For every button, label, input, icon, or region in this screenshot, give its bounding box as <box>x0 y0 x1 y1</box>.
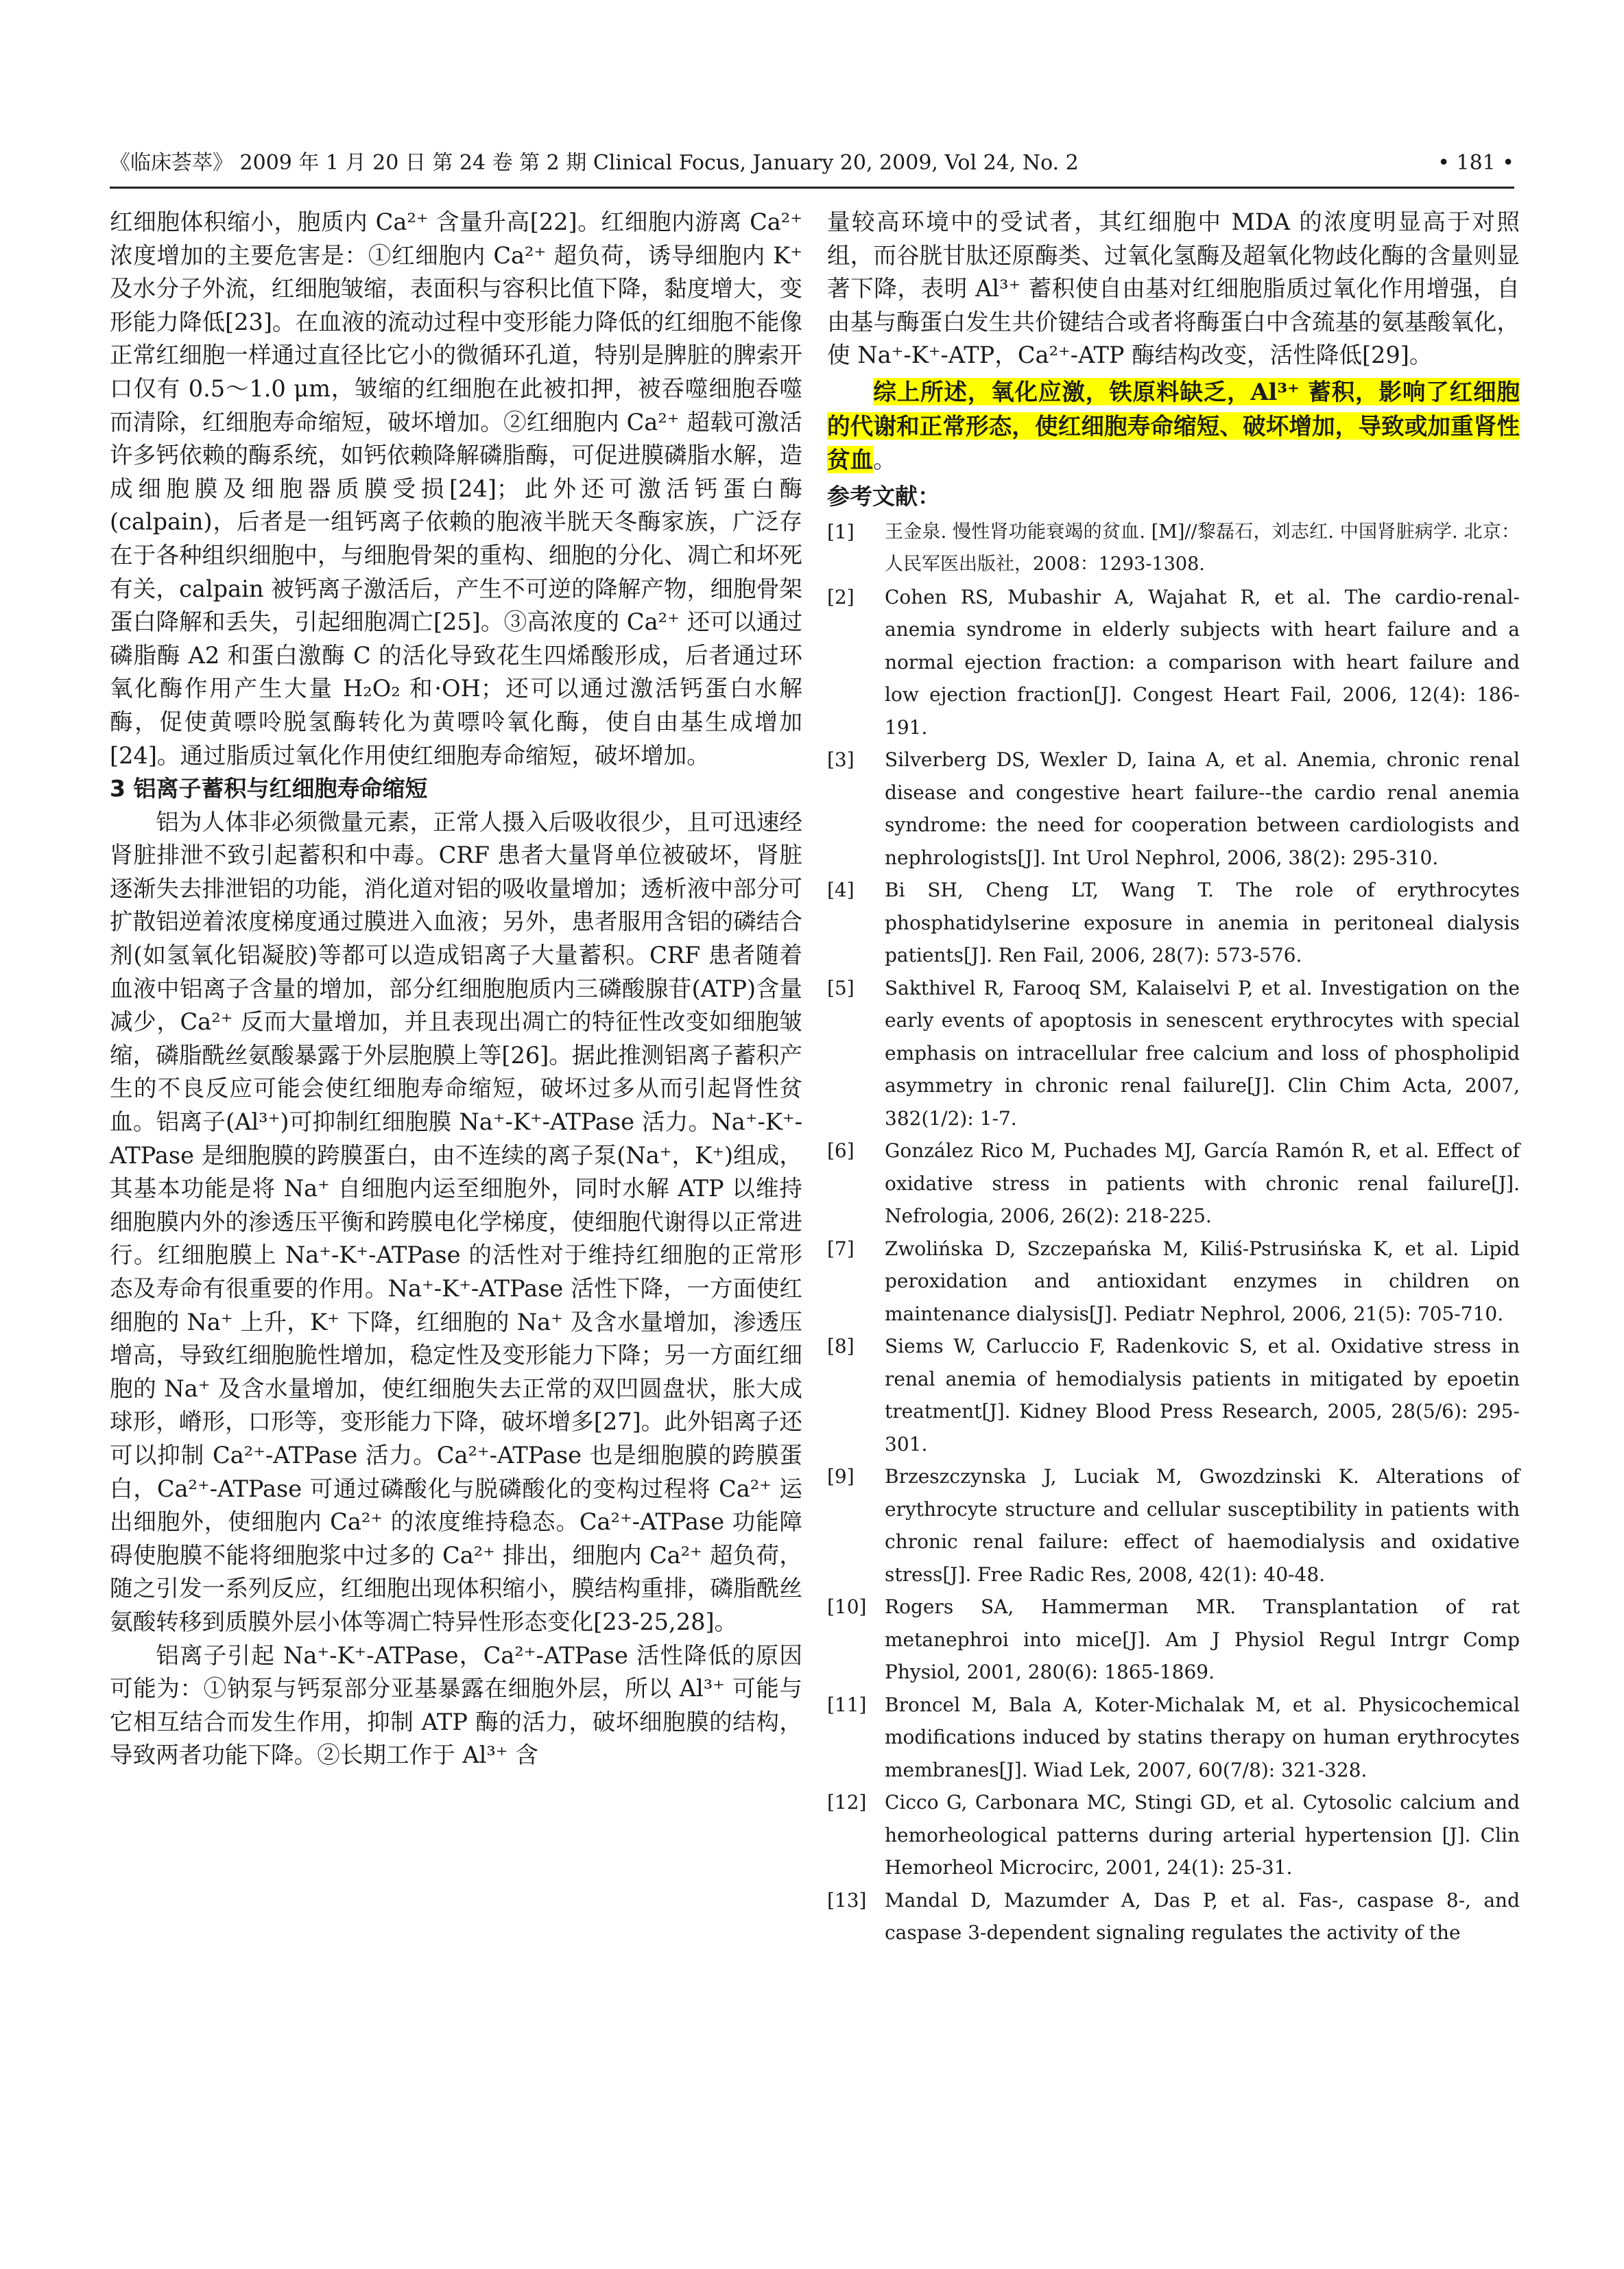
reference-item <box>827 1689 1520 1787</box>
reference-number: [12] <box>827 1791 867 1814</box>
reference-text: Siems W, Carluccio F, Radenkovic S, et al. Oxidative stress in renal anemia of hemodialysis patients in mitigated by epoetin treatment[J]. Kidney Blood Press Research, 2005, 28(5/6): 295-301. <box>885 1335 1520 1456</box>
reference-item <box>827 1884 1520 1949</box>
reference-number: [4] <box>827 879 855 902</box>
reference-text: Zwolińska D, Szczepańska M, Kiliś-Pstrusińska K, et al. Lipid peroxidation and antioxidant enzymes in children on maintenance dialysis[J]. Pediatr Nephrol, 2006, 21(5): 705-710. <box>885 1237 1520 1325</box>
conclusion-period: 。 <box>873 447 896 474</box>
reference-text: González Rico M, Puchades MJ, García Ramón R, et al. Effect of oxidative stress in patients with chronic renal failure[J]. Nefrologia, 2006, 26(2): 218-225. <box>885 1139 1520 1228</box>
reference-number: [11] <box>827 1693 867 1716</box>
reference-text: Silverberg DS, Wexler D, Iaina A, et al. Anemia, chronic renal disease and congestive heart failure--the cardio renal anemia syndrome: the need for cooperation between cardiologists and nephrologists[J]. Int Urol Nephrol, 2006, 38(2): 295-310. <box>885 748 1520 869</box>
running-header <box>110 143 1514 184</box>
reference-list <box>827 516 1520 1949</box>
page-number: • 181 • <box>1437 151 1514 175</box>
reference-number: [10] <box>827 1595 867 1619</box>
reference-text: 王金泉. 慢性肾功能衰竭的贫血. [M]//黎磊石，刘志红. 中国肾脏病学. 北京：人民军医出版社，2008：1293-1308. <box>885 521 1520 575</box>
reference-item <box>827 1134 1520 1233</box>
reference-item <box>827 581 1520 744</box>
body-paragraph: 量较高环境中的受试者，其红细胞中 MDA 的浓度明显高于对照组，而谷胱甘肽还原酶类、过氧化氢酶及超氧化物歧化酶的含量则显著下降，表明 Al³⁺ 蓄积使自由基对红细胞脂质过氧化作用增强，自由基与酶蛋白发生共价键结合或者将酶蛋白中含巯基的氨基酸氧化，使 Na⁺-K⁺-ATP，Ca²⁺-ATP 酶结构改变，活性降低[29]。 <box>827 209 1520 369</box>
running-header-title: 《临床荟萃》 2009 年 1 月 20 日 第 24 卷 第 2 期 Clinical Focus, January 20, 2009, Vol 24, No. 2 <box>110 151 1079 175</box>
reference-item <box>827 1591 1520 1689</box>
reference-item <box>827 1233 1520 1331</box>
reference-number: [6] <box>827 1139 855 1163</box>
right-column <box>827 206 1520 1949</box>
reference-text: Broncel M, Bala A, Koter-Michalak M, et al. Physicochemical modifications induced by statins therapy on human erythrocytes membranes[J]. Wiad Lek, 2007, 60(7/8): 321-328. <box>885 1693 1520 1781</box>
reference-number: [8] <box>827 1335 855 1358</box>
reference-item <box>827 744 1520 874</box>
reference-number: [7] <box>827 1237 855 1260</box>
section-heading: 3 铝离子蓄积与红细胞寿命缩短 <box>110 775 428 803</box>
reference-text: Rogers SA, Hammerman MR. Transplantation of rat metanephroi into mice[J]. Am J Physiol Regul Intrgr Comp Physiol, 2001, 280(6): 1865-1869. <box>885 1595 1520 1684</box>
reference-text: Cicco G, Carbonara MC, Stingi GD, et al. Cytosolic calcium and hemorheological patterns during arterial hypertension [J]. Clin Hemorheol Microcirc, 2001, 24(1): 25-31. <box>885 1791 1520 1879</box>
reference-text: Sakthivel R, Farooq SM, Kalaiselvi P, et al. Investigation on the early events of apoptosis in senescent erythrocytes with special emphasis on intracellular free calcium and loss of phospholipid asymmetry in chronic renal failure[J]. Clin Chim Acta, 2007, 382(1/2): 1-7. <box>885 976 1520 1130</box>
reference-item <box>827 1460 1520 1591</box>
reference-number: [1] <box>827 520 855 543</box>
conclusion-paragraph <box>827 375 1520 477</box>
header-rule <box>110 187 1514 189</box>
body-paragraph: 铝离子引起 Na⁺-K⁺-ATPase，Ca²⁺-ATPase 活性降低的原因可能为：①钠泵与钙泵部分亚基暴露在细胞外层，所以 Al³⁺ 可能与它相互结合而发生作用，抑制 ATP 酶的活力，破坏细胞膜的结构，导致两者功能下降。②长期工作于 Al³⁺ 含 <box>110 1641 802 1769</box>
reference-text: Brzeszczynska J, Luciak M, Gwozdzinski K. Alterations of erythrocyte structure and cellular susceptibility in patients with chronic renal failure: effect of haemodialysis and oxidative stress[J]. Free Radic Res, 2008, 42(1): 40-48. <box>885 1465 1520 1586</box>
reference-text: Cohen RS, Mubashir A, Wajahat R, et al. The cardio-renal-anemia syndrome in elderly subjects with heart failure and a normal ejection fraction: a comparison with heart failure and low ejection fraction[J]. Congest Heart Fail, 2006, 12(4): 186-191. <box>885 585 1520 739</box>
reference-item <box>827 972 1520 1135</box>
reference-number: [9] <box>827 1465 855 1488</box>
reference-number: [2] <box>827 585 855 608</box>
highlighted-conclusion: 综上所述，氧化应激，铁原料缺乏，Al³⁺ 蓄积，影响了红细胞的代谢和正常形态，使红细胞寿命缩短、破坏增加，导致或加重肾性贫血 <box>827 377 1520 474</box>
reference-text: Bi SH, Cheng LT, Wang T. The role of erythrocytes phosphatidylserine exposure in anemia in peritoneal dialysis patients[J]. Ren Fail, 2006, 28(7): 573-576. <box>885 879 1520 967</box>
reference-item <box>827 1786 1520 1884</box>
reference-item <box>827 516 1520 581</box>
reference-number: [13] <box>827 1888 867 1912</box>
left-column <box>110 206 802 1772</box>
body-paragraph: 铝为人体非必须微量元素，正常人摄入后吸收很少，且可迅速经肾脏排泄不致引起蓄积和中毒。CRF 患者大量肾单位被破坏，肾脏逐渐失去排泄铝的功能，消化道对铝的吸收量增加；透析液中部分可扩散铝逆着浓度梯度通过膜进入血液；另外，患者服用含铝的磷结合剂(如氢氧化铝凝胶)等都可以造成铝离子大量蓄积。CRF 患者随着血液中铝离子含量的增加，部分红细胞胞质内三磷酸腺苷(ATP)含量减少，Ca²⁺ 反而大量增加，并且表现出凋亡的特征性改变如细胞皱缩，磷脂酰丝氨酸暴露于外层胞膜上等[26]。据此推测铝离子蓄积产生的不良反应可能会使红细胞寿命缩短，破坏过多从而引起肾性贫血。铝离子(Al³⁺)可抑制红细胞膜 Na⁺-K⁺-ATPase 活力。Na⁺-K⁺-ATPase 是细胞膜的跨膜蛋白，由不连续的离子泵(Na⁺，K⁺)组成，其基本功能是将 Na⁺ 自细胞内运至细胞外，同时水解 ATP 以维持细胞膜内外的渗透压平衡和跨膜电化学梯度，使细胞代谢得以正常进行。红细胞膜上 Na⁺-K⁺-ATPase 的活性对于维持红细胞的正常形态及寿命有很重要的作用。Na⁺-K⁺-ATPase 活性下降，一方面使红细胞的 Na⁺ 上升，K⁺ 下降，红细胞的 Na⁺ 及含水量增加，渗透压增高，导致红细胞脆性增加，稳定性及变形能力下降；另一方面红细胞的 Na⁺ 及含水量增加，使红细胞失去正常的双凹圆盘状，胀大成球形，嵴形，口形等，变形能力下降，破坏增多[27]。此外铝离子还可以抑制 Ca²⁺-ATPase 活力。Ca²⁺-ATPase 也是细胞膜的跨膜蛋白，Ca²⁺-ATPase 可通过磷酸化与脱磷酸化的变构过程将 Ca²⁺ 运出细胞外，使细胞内 Ca²⁺ 的浓度维持稳态。Ca²⁺-ATPase 功能障碍使胞膜不能将细胞浆中过多的 Ca²⁺ 排出，细胞内 Ca²⁺ 超负荷，随之引发一系列反应，红细胞出现体积缩小，膜结构重排，磷脂酰丝氨酸转移到质膜外层小体等凋亡特异性形态变化[23-25,28]。 <box>110 808 802 1635</box>
references-title: 参考文献： <box>827 482 940 510</box>
reference-number: [5] <box>827 976 855 999</box>
body-paragraph: 红细胞体积缩小，胞质内 Ca²⁺ 含量升高[22]。红细胞内游离 Ca²⁺ 浓度增加的主要危害是：①红细胞内 Ca²⁺ 超负荷，诱导细胞内 K⁺ 及水分子外流，红细胞皱缩，表面积与容积比值下降，黏度增大，变形能力降低[23]。在血液的流动过程中变形能力降低的红细胞不能像正常红细胞一样通过直径比它小的微循环孔道，特别是脾脏的脾索开口仅有 0.5～1.0 μm，皱缩的红细胞在此被扣押，被吞噬细胞吞噬而清除，红细胞寿命缩短，破坏增加。②红细胞内 Ca²⁺ 超载可激活许多钙依赖的酶系统，如钙依赖降解磷脂酶，可促进膜磷脂水解，造成细胞膜及细胞器质膜受损[24]；此外还可激活钙蛋白酶(calpain)，后者是一组钙离子依赖的胞液半胱天冬酶家族，广泛存在于各种组织细胞中，与细胞骨架的重构、细胞的分化、凋亡和坏死有关，calpain 被钙离子激活后，产生不可逆的降解产物，细胞骨架蛋白降解和丢失，引起细胞凋亡[25]。③高浓度的 Ca²⁺ 还可以通过磷脂酶 A2 和蛋白激酶 C 的活化导致花生四烯酸形成，后者通过环氧化酶作用产生大量 H₂O₂ 和·OH；还可以通过激活钙蛋白水解酶，促使黄嘌呤脱氢酶转化为黄嘌呤氧化酶，使自由基生成增加[24]。通过脂质过氧化作用使红细胞寿命缩短，破坏增加。 <box>110 209 802 769</box>
reference-item <box>827 1330 1520 1460</box>
reference-text: Mandal D, Mazumder A, Das P, et al. Fas-, caspase 8-, and caspase 3-dependent signaling regulates the activity of the <box>885 1888 1520 1945</box>
reference-number: [3] <box>827 748 855 772</box>
reference-item <box>827 874 1520 972</box>
